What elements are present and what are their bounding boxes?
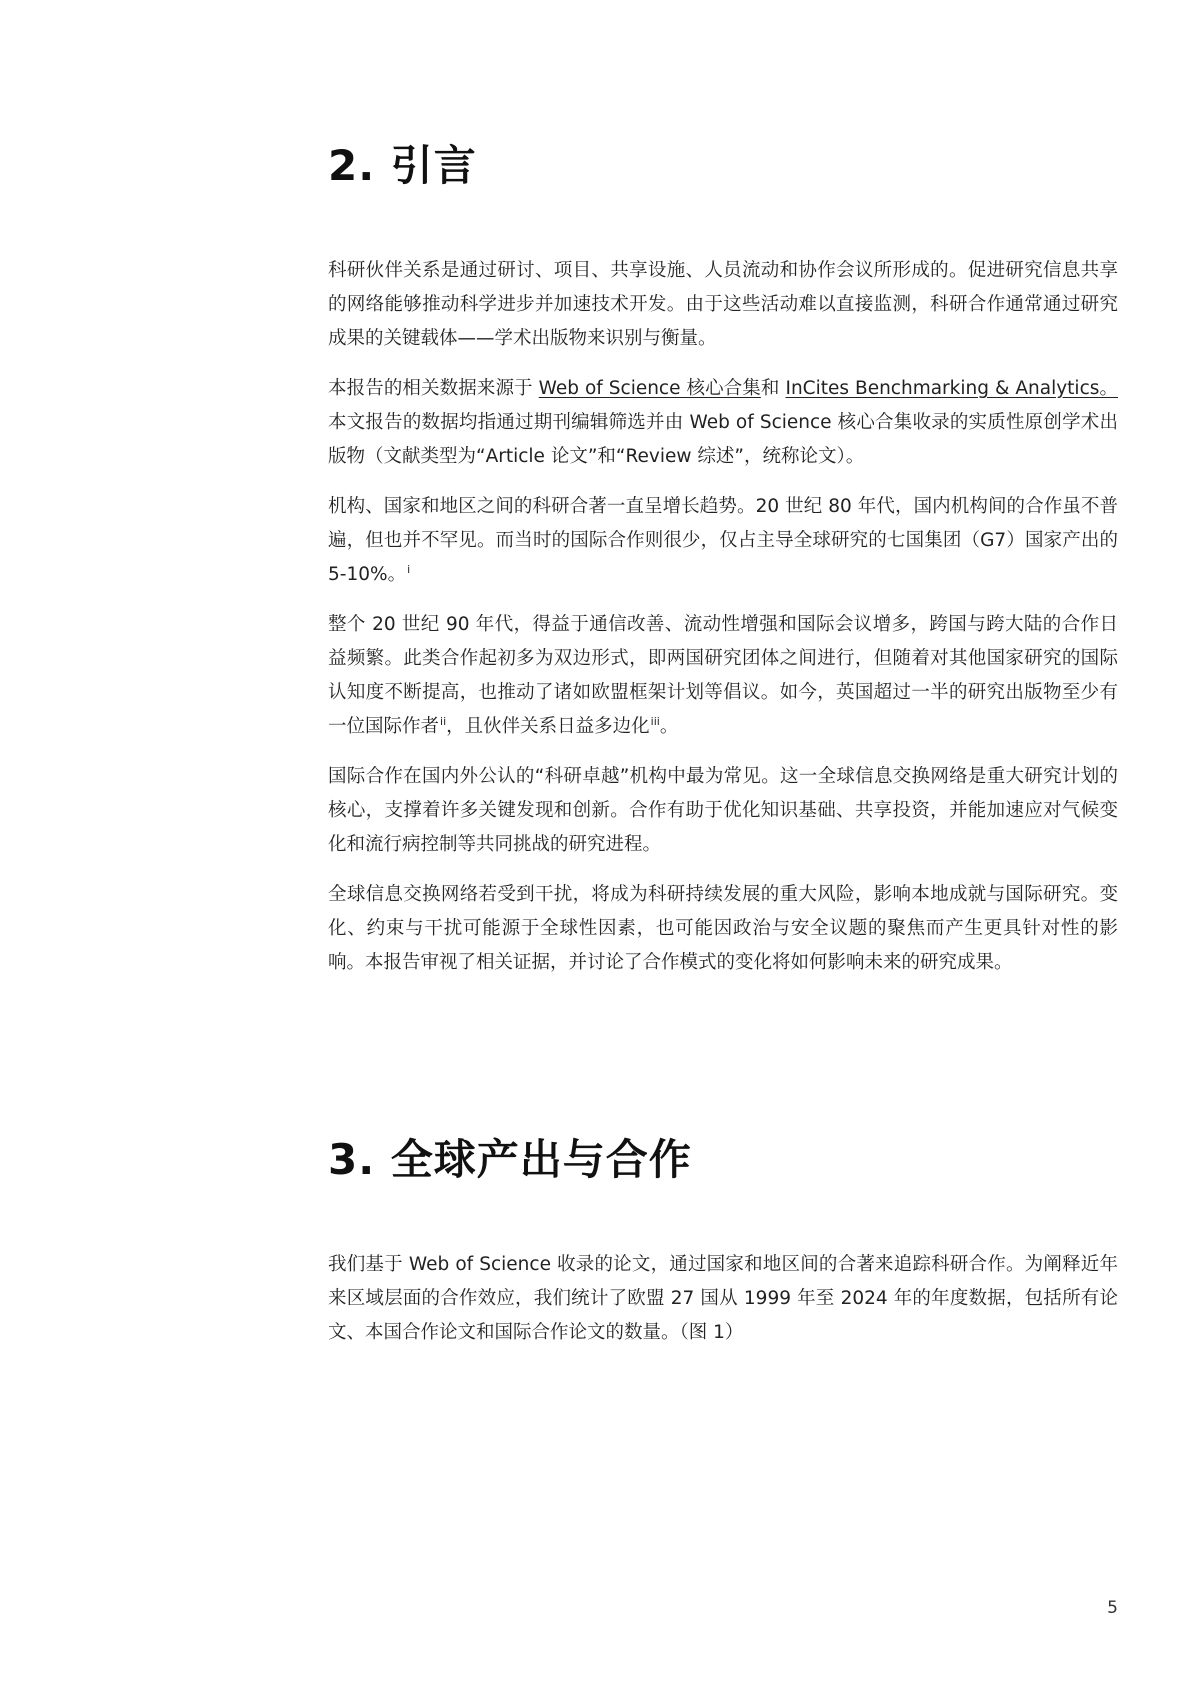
page-number: 5	[1107, 1598, 1118, 1618]
paragraph-4-start: 整个 20 世纪 90 年代，得益于通信改善、流动性增强和国际会议增多，跨国与跨大陆的合作日益频繁。此类合作起初多为双边形式，即两国研究团体之间进行，但随着对其他国家研究的国际认知度不断提高，也推动了诸如欧盟框架计划等倡议。如今，英国超过一半的研究出版物至少有一位国际作者	[328, 614, 1118, 737]
section-global-output	[328, 1132, 1118, 1366]
paragraph-4	[328, 608, 1118, 744]
paragraph-2-start: 本报告的相关数据来源于	[328, 378, 539, 399]
paragraph-6: 全球信息交换网络若受到干扰，将成为科研持续发展的重大风险，影响本地成就与国际研究。变化、约束与干扰可能源于全球性因素，也可能因政治与安全议题的聚焦而产生更具针对性的影响。本报告审视了相关证据，并讨论了合作模式的变化将如何影响未来的研究成果。	[328, 884, 1118, 973]
footnote-marker-iii: iii	[650, 714, 660, 728]
footnote-marker-i: i	[407, 562, 411, 576]
section-title-introduction: 2. 引言	[328, 141, 477, 190]
paragraph-2-end: 本文报告的数据均指通过期刊编辑筛选并由 Web of Science 核心合集收录的实质性原创学术出版物（文献类型为“Article 论文”和“Review 综述”，统称论文）。	[328, 412, 1118, 467]
paragraph-2-mid: 和	[760, 378, 786, 399]
paragraph-2	[328, 372, 1118, 474]
paragraph-1: 科研伙伴关系是通过研讨、项目、共享设施、人员流动和协作会议所形成的。促进研究信息共享的网络能够推动科学进步并加速技术开发。由于这些活动难以直接监测，科研合作通常通过研究成果的关键载体——学术出版物来识别与衡量。	[328, 260, 1118, 349]
paragraph-3	[328, 490, 1118, 592]
paragraph-7: 我们基于 Web of Science 收录的论文，通过国家和地区间的合著来追踪科研合作。为阐释近年来区域层面的合作效应，我们统计了欧盟 27 国从 1999 年至 2024 年的年度数据，包括所有论文、本国合作论文和国际合作论文的数量。（图 1）	[328, 1254, 1118, 1343]
paragraph-4-end: 。	[659, 716, 679, 737]
paragraph-5: 国际合作在国内外公认的“科研卓越”机构中最为常见。这一全球信息交换网络是重大研究计划的核心，支撑着许多关键发现和创新。合作有助于优化知识基础、共享投资，并能加速应对气候变化和流行病控制等共同挑战的研究进程。	[328, 766, 1118, 855]
paragraph-4-mid: ，且伙伴关系日益多边化	[446, 716, 650, 737]
section-title-global-output: 3. 全球产出与合作	[328, 1135, 692, 1184]
section-introduction	[328, 138, 1118, 996]
incites-link[interactable]: InCites Benchmarking & Analytics。	[785, 378, 1118, 399]
footnote-marker-ii: ii	[440, 714, 447, 728]
paragraph-3-text: 机构、国家和地区之间的科研合著一直呈增长趋势。20 世纪 80 年代，国内机构间的合作虽不普遍，但也并不罕见。而当时的国际合作则很少，仅占主导全球研究的七国集团（G7）国家产出的 5-10%。	[328, 496, 1118, 585]
web-of-science-link[interactable]: Web of Science 核心合集	[538, 378, 761, 399]
